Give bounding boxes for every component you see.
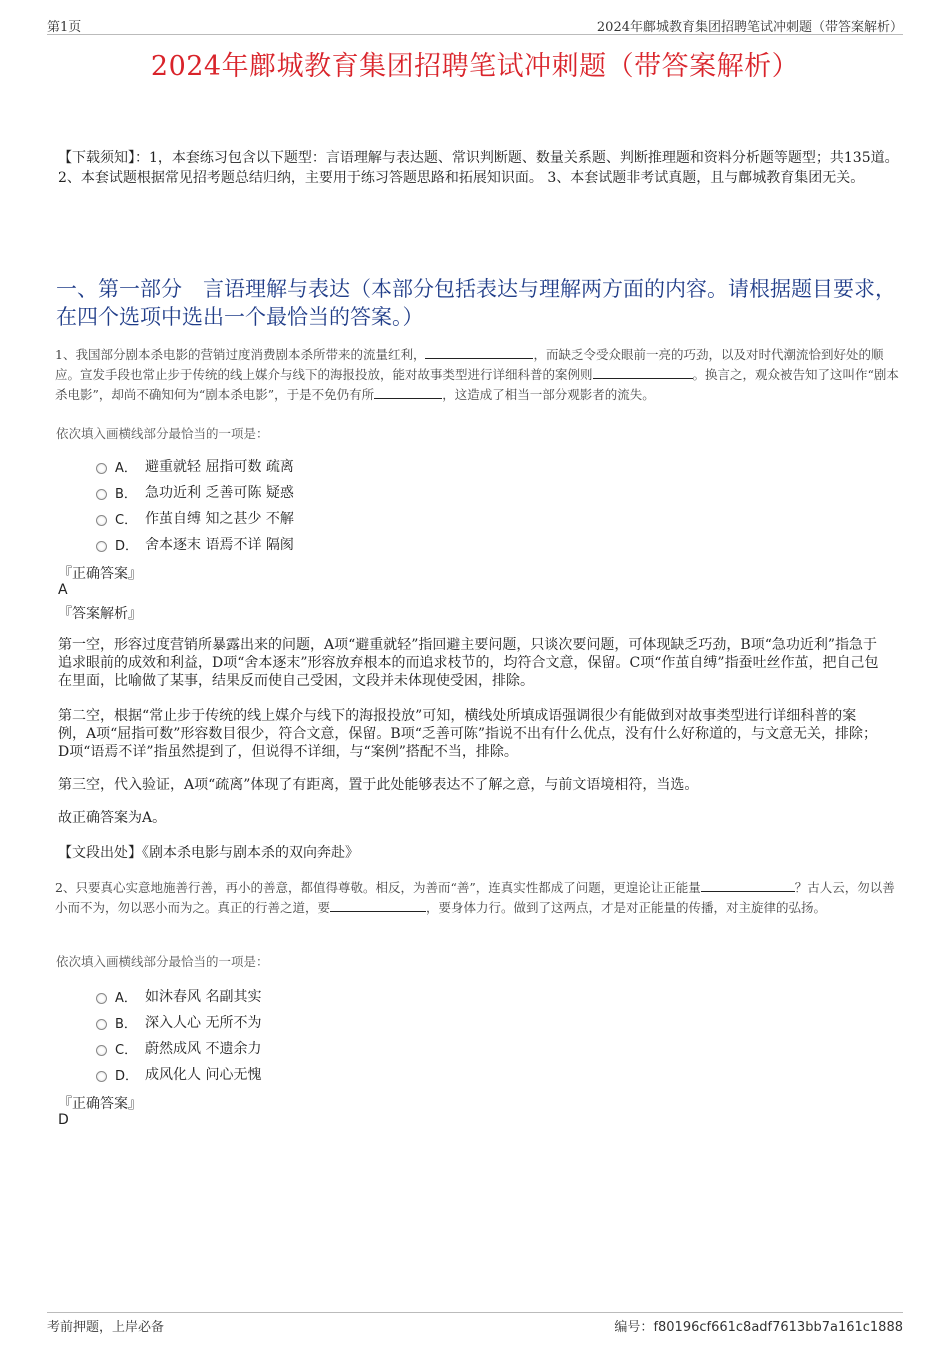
radio-icon[interactable] [96,489,107,500]
option-text: 如沐春风 名副其实 [145,989,262,1005]
question-2-text-a: 2、只要真心实意地施善行善，再小的善意，都值得尊敬。相反，为善而“善”，连真实性都成了问题，更遑论让正能量 [55,880,701,895]
radio-icon[interactable] [96,1019,107,1030]
radio-icon[interactable] [96,463,107,474]
analysis-paragraph: 第一空，形容过度营销所暴露出来的问题，A项“避重就轻”指回避主要问题，只谈次要问题，可体现缺乏巧劲，B项“急功近利”指急于追求眼前的成效和利益，D项“舍本逐末”形容放弃根本的而追求枝节的，均符合文意，保留。C项“作茧自缚”指蚕吐丝作茧，把自己包在里面，比喻做了某事，结果反而使自己受困，文段并未体现使受困，排除。 [58,637,879,689]
code-value: f80196cf661c8adf7613bb7a161c1888 [653,1320,903,1335]
option-letter: C． [115,1042,138,1058]
option-letter: B． [115,486,137,502]
question-2-text-c: ，要身体力行。做到了这两点，才是对正能量的传播，对主旋律的弘扬。 [426,900,827,915]
option-text: 蔚然成风 不遗余力 [145,1041,262,1057]
fill-blank [374,386,442,399]
radio-icon[interactable] [96,541,107,552]
option-a[interactable] [96,453,294,479]
option-letter: C． [115,512,138,528]
option-text: 急功近利 乏善可陈 疑惑 [145,485,294,501]
option-text: 避重就轻 屈指可数 疏离 [145,459,294,475]
footer-code [614,1316,903,1335]
option-letter: B． [115,1016,137,1032]
question-1-prompt: 依次填入画横线部分最恰当的一项是： [56,426,269,441]
option-c[interactable] [96,505,294,531]
option-letter: A． [115,990,137,1006]
option-text: 深入人心 无所不为 [145,1015,262,1031]
question-1-options [96,453,294,557]
question-1-text-c: 。换言之，观众被告知了这叫作“剧本杀电影”，却尚不确知何为“剧本杀电影”，于是不免仍有所 [55,367,899,402]
option-a[interactable] [96,983,261,1009]
footer-slogan: 考前押题，上岸必备 [47,1320,165,1335]
fill-blank [593,366,693,379]
option-b[interactable] [96,479,294,505]
option-letter: D． [115,1068,139,1084]
question-2-options [96,983,261,1087]
question-1-text-a: 1、我国部分剧本杀电影的营销过度消费剧本杀所带来的流量红利， [55,347,426,362]
question-2-stem [55,878,900,918]
analysis-paragraph: 第三空，代入验证，A项“疏离”体现了有距离，置于此处能够表达不了解之意，与前文语境相符，当选。 [58,777,699,793]
source-citation: 【文段出处】《剧本杀电影与剧本杀的双向奔赴》 [58,845,359,861]
option-text: 作茧自缚 知之甚少 不解 [145,511,294,527]
question-1-text-d: ，这造成了相当一部分观影者的流失。 [442,387,655,402]
page-number: 第1页 [47,20,82,35]
radio-icon[interactable] [96,993,107,1004]
correct-answer: D [58,1112,69,1128]
analysis-conclusion: 故正确答案为A。 [58,810,167,826]
option-b[interactable] [96,1009,261,1035]
option-text: 成风化人 问心无愧 [145,1067,262,1083]
code-label: 编号： [614,1320,654,1335]
radio-icon[interactable] [96,515,107,526]
question-1-stem [55,345,900,405]
analysis-paragraph: 第二空，根据“常止步于传统的线上媒介与线下的海报投放”可知，横线处所填成语强调很少有能做到对故事类型进行详细科普的案例，A项“屈指可数”形容数目很少，符合文意，保留。B项“乏善可陈”指说不出有什么优点，没有什么好称道的，与文意无关，排除；D项“语焉不详”指虽然提到了，但说得不详细，与“案例”搭配不当，排除。 [58,708,878,760]
header-doc-title: 2024年鄜城教育集团招聘笔试冲刺题（带答案解析） [596,20,903,35]
fill-blank [425,346,533,359]
download-notice: 【下载须知】：1，本套练习包含以下题型：言语理解与表达题、常识判断题、数量关系题、判断推理题和资料分析题等题型；共135道。 2、本套试题根据常见招考题总结归纳，主要用于练习答题思路和拓展知识面。 3、本套试题非考试真题，且与鄜城教育集团无关。 [58,150,899,186]
option-letter: A． [115,460,137,476]
correct-answer-label: 『正确答案』 [58,1096,142,1112]
analysis-label: 『答案解析』 [58,606,142,622]
page-title: 2024年鄜城教育集团招聘笔试冲刺题（带答案解析） [150,51,800,82]
option-d[interactable] [96,531,294,557]
fill-blank [701,879,795,892]
question-2-text-b: ？古人云，勿以善小而不为，勿以恶小而为之。真正的行善之道，要 [55,880,895,915]
option-text: 舍本逐末 语焉不详 隔阂 [145,537,294,553]
question-1-text-b: ，而缺乏令受众眼前一亮的巧劲，以及对时代潮流恰到好处的顺应。宣发手段也常止步于传统的线上媒介与线下的海报投放，能对故事类型进行详细科普的案例则 [55,347,884,382]
option-c[interactable] [96,1035,261,1061]
option-letter: D． [115,538,139,554]
radio-icon[interactable] [96,1071,107,1082]
section-heading: 一、第一部分 言语理解与表达（本部分包括表达与理解两方面的内容。请根据题目要求，在四个选项中选出一个最恰当的答案。） [56,277,896,329]
radio-icon[interactable] [96,1045,107,1056]
question-2-prompt: 依次填入画横线部分最恰当的一项是： [56,954,269,969]
page-footer [47,1312,903,1333]
option-d[interactable] [96,1061,261,1087]
correct-answer: A [58,582,68,598]
page-header [47,14,903,35]
correct-answer-label: 『正确答案』 [58,566,142,582]
fill-blank [330,899,426,912]
